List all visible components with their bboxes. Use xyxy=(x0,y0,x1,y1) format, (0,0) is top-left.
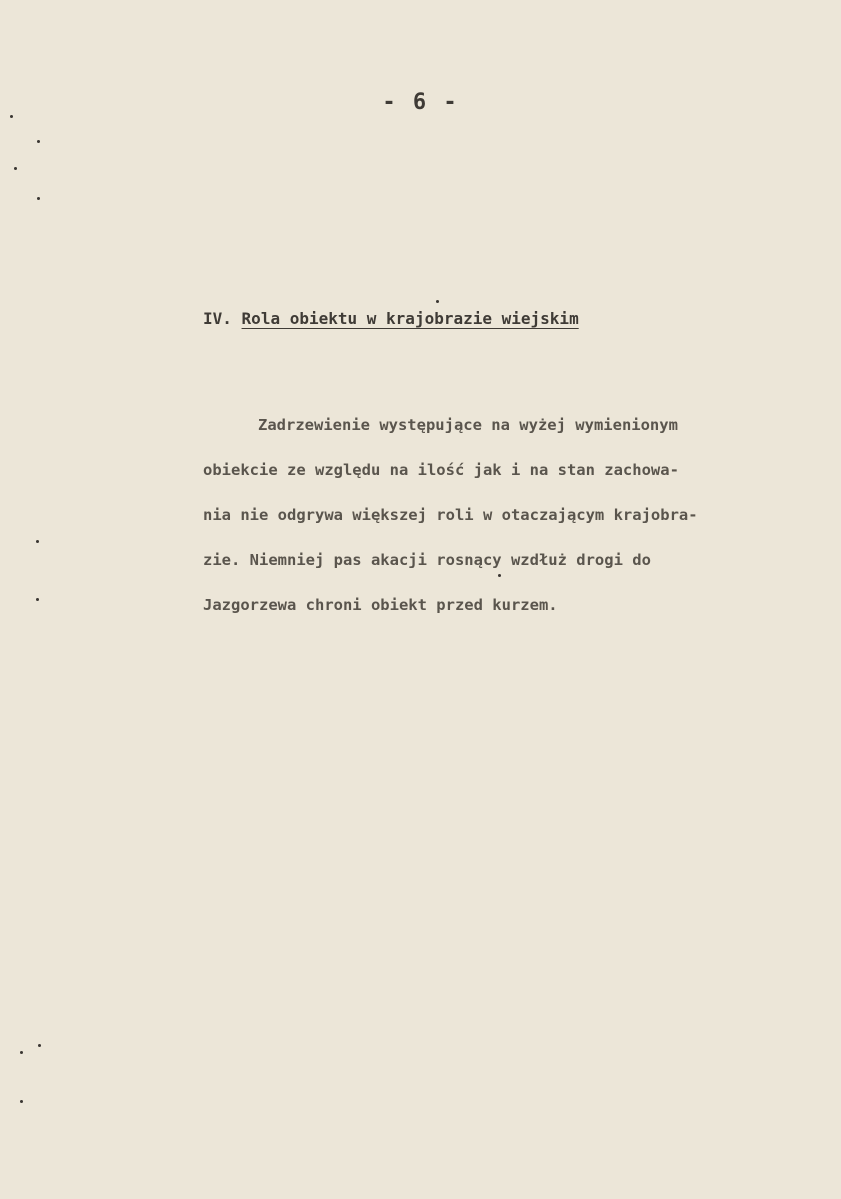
scan-speck xyxy=(20,1100,23,1103)
section-heading xyxy=(203,309,579,328)
paragraph-line: obiekcie ze względu na ilość jak i na stan zachowa- xyxy=(203,461,679,479)
paragraph xyxy=(203,403,783,628)
scan-speck xyxy=(20,1051,23,1054)
page-number: - 6 - xyxy=(382,90,459,115)
scan-speck xyxy=(37,140,40,143)
scan-speck xyxy=(10,115,13,118)
paragraph-line: zie. Niemniej pas akacji rosnący wzdłuż drogi do xyxy=(203,551,651,569)
section-title: Rola obiektu w krajobrazie wiejskim xyxy=(241,309,579,328)
scan-speck xyxy=(498,574,501,577)
paragraph-line: Jazgorzewa chroni obiekt przed kurzem. xyxy=(203,596,558,614)
paragraph-line: Zadrzewienie występujące na wyżej wymienionym xyxy=(258,416,678,434)
scan-speck xyxy=(37,197,40,200)
section-number: IV. xyxy=(203,309,232,328)
scan-speck xyxy=(14,167,17,170)
scan-speck xyxy=(436,300,439,303)
scan-speck xyxy=(38,1044,41,1047)
paragraph-line: nia nie odgrywa większej roli w otaczającym krajobra- xyxy=(203,506,698,524)
scan-speck xyxy=(36,540,39,543)
scan-speck xyxy=(36,598,39,601)
